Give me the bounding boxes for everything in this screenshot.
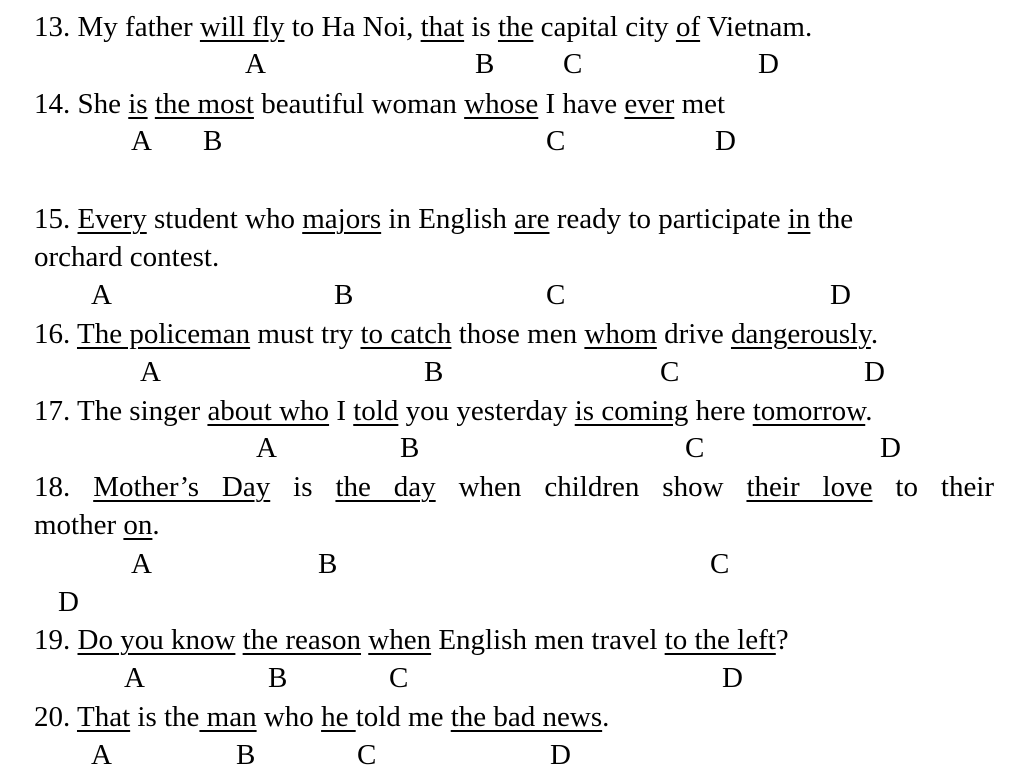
question-18-line-2: [34, 506, 160, 544]
underlined-phrase: are: [514, 203, 550, 235]
option-label-a: A: [140, 356, 161, 388]
option-label-b: B: [424, 356, 444, 388]
option-label-b: B: [268, 662, 288, 694]
underlined-phrase: of: [675, 11, 701, 43]
option-label-b: B: [475, 48, 495, 80]
option-label-c: C: [660, 356, 680, 388]
option-label-a: A: [131, 125, 152, 157]
option-label-d: D: [550, 739, 571, 771]
question-text: in English: [381, 203, 515, 235]
underlined-phrase: on: [123, 509, 153, 541]
question-text: Vietnam.: [700, 11, 813, 43]
question-text: .: [865, 395, 873, 427]
underlined-phrase: the: [497, 11, 534, 43]
underlined-phrase: he: [321, 701, 356, 733]
option-label-a: A: [124, 662, 145, 694]
option-label-d: D: [758, 48, 779, 80]
question-text: ?: [775, 624, 789, 656]
question-text: 17. The singer: [34, 395, 208, 427]
underlined-phrase: in: [787, 203, 811, 235]
option-label-d: D: [830, 279, 851, 311]
option-label-c: C: [546, 125, 566, 157]
option-label-c: C: [357, 739, 377, 771]
question-text: drive: [656, 318, 731, 350]
question-text: met: [674, 88, 726, 120]
option-label-a: A: [131, 548, 152, 580]
question-text: 19.: [34, 624, 78, 656]
option-label-b: B: [400, 432, 420, 464]
underlined-phrase: about who: [207, 395, 330, 427]
underlined-phrase: their love: [746, 471, 873, 503]
underlined-phrase: Mother’s Day: [93, 471, 271, 503]
option-label-c: C: [389, 662, 409, 694]
question-text: is: [464, 11, 498, 43]
question-16-line-1: [34, 315, 878, 353]
underlined-phrase: That: [76, 701, 131, 733]
underlined-phrase: ever: [624, 88, 675, 120]
question-text: 15.: [34, 203, 78, 235]
question-text: the: [810, 203, 854, 235]
question-text: English men travel: [431, 624, 665, 656]
underlined-phrase: will fly: [199, 11, 285, 43]
question-text: is the: [130, 701, 200, 733]
question-text: 16.: [34, 318, 77, 350]
option-label-c: C: [710, 548, 730, 580]
underlined-phrase: Do you know: [77, 624, 236, 656]
option-label-d: D: [864, 356, 885, 388]
underlined-phrase: the reason: [242, 624, 362, 656]
question-18-line-1: [34, 468, 994, 506]
question-text: orchard contest.: [34, 241, 220, 273]
question-text: .: [152, 509, 160, 541]
question-text: is: [270, 471, 336, 503]
underlined-phrase: The policeman: [76, 318, 251, 350]
underlined-phrase: told: [353, 395, 399, 427]
underlined-phrase: majors: [302, 203, 382, 235]
underlined-phrase: whose: [464, 88, 539, 120]
underlined-phrase: the bad news: [450, 701, 603, 733]
underlined-phrase: whom: [584, 318, 657, 350]
option-label-b: B: [334, 279, 354, 311]
question-text: ready to participate: [549, 203, 788, 235]
underlined-phrase: is: [128, 88, 148, 120]
option-label-d: D: [880, 432, 901, 464]
question-text: capital city: [533, 11, 676, 43]
question-text: .: [870, 318, 879, 350]
underlined-phrase: dangerously: [730, 318, 871, 350]
option-label-a: A: [245, 48, 266, 80]
option-label-b: B: [318, 548, 338, 580]
question-text: beautiful woman: [253, 88, 465, 120]
underlined-phrase: that: [420, 11, 465, 43]
option-label-a: A: [91, 279, 112, 311]
option-label-a: A: [256, 432, 277, 464]
underlined-phrase: Every: [77, 203, 147, 235]
option-label-c: C: [563, 48, 583, 80]
underlined-phrase: is coming: [574, 395, 689, 427]
question-17-line-1: [34, 392, 872, 430]
question-text: student who: [146, 203, 303, 235]
underlined-phrase: to catch: [360, 318, 452, 350]
option-label-d: D: [58, 586, 79, 618]
question-text: told me: [355, 701, 451, 733]
option-label-a: A: [91, 739, 112, 771]
question-text: I: [329, 395, 354, 427]
option-label-b: B: [236, 739, 256, 771]
question-13-line-1: [34, 8, 812, 46]
question-19-line-1: [34, 621, 789, 659]
question-text: to Ha Noi,: [284, 11, 421, 43]
question-text: [148, 88, 155, 120]
question-text: mother: [34, 509, 124, 541]
question-text: .: [602, 701, 610, 733]
underlined-phrase: tomorrow: [752, 395, 866, 427]
question-text: who: [256, 701, 322, 733]
underlined-phrase: man: [199, 701, 257, 733]
question-text: 20.: [34, 701, 77, 733]
question-text: 13. My father: [34, 11, 200, 43]
question-text: when children show: [435, 471, 747, 503]
question-15-line-1: [34, 200, 853, 238]
option-label-d: D: [715, 125, 736, 157]
question-text: [235, 624, 242, 656]
question-text: I have: [538, 88, 625, 120]
question-text: must try: [250, 318, 361, 350]
question-text: here: [688, 395, 753, 427]
option-label-c: C: [685, 432, 705, 464]
question-15-line-2: [34, 238, 219, 276]
question-text: you yesterday: [398, 395, 575, 427]
question-text: those men: [451, 318, 585, 350]
question-20-line-1: [34, 698, 609, 736]
underlined-phrase: the day: [335, 471, 436, 503]
question-text: to their: [872, 471, 995, 503]
option-label-b: B: [203, 125, 223, 157]
underlined-phrase: when: [368, 624, 432, 656]
question-14-line-1: [34, 85, 725, 123]
question-text: 18.: [34, 471, 94, 503]
question-text: 14. She: [34, 88, 129, 120]
underlined-phrase: to the left: [664, 624, 776, 656]
option-label-d: D: [722, 662, 743, 694]
option-label-c: C: [546, 279, 566, 311]
underlined-phrase: the most: [154, 88, 254, 120]
